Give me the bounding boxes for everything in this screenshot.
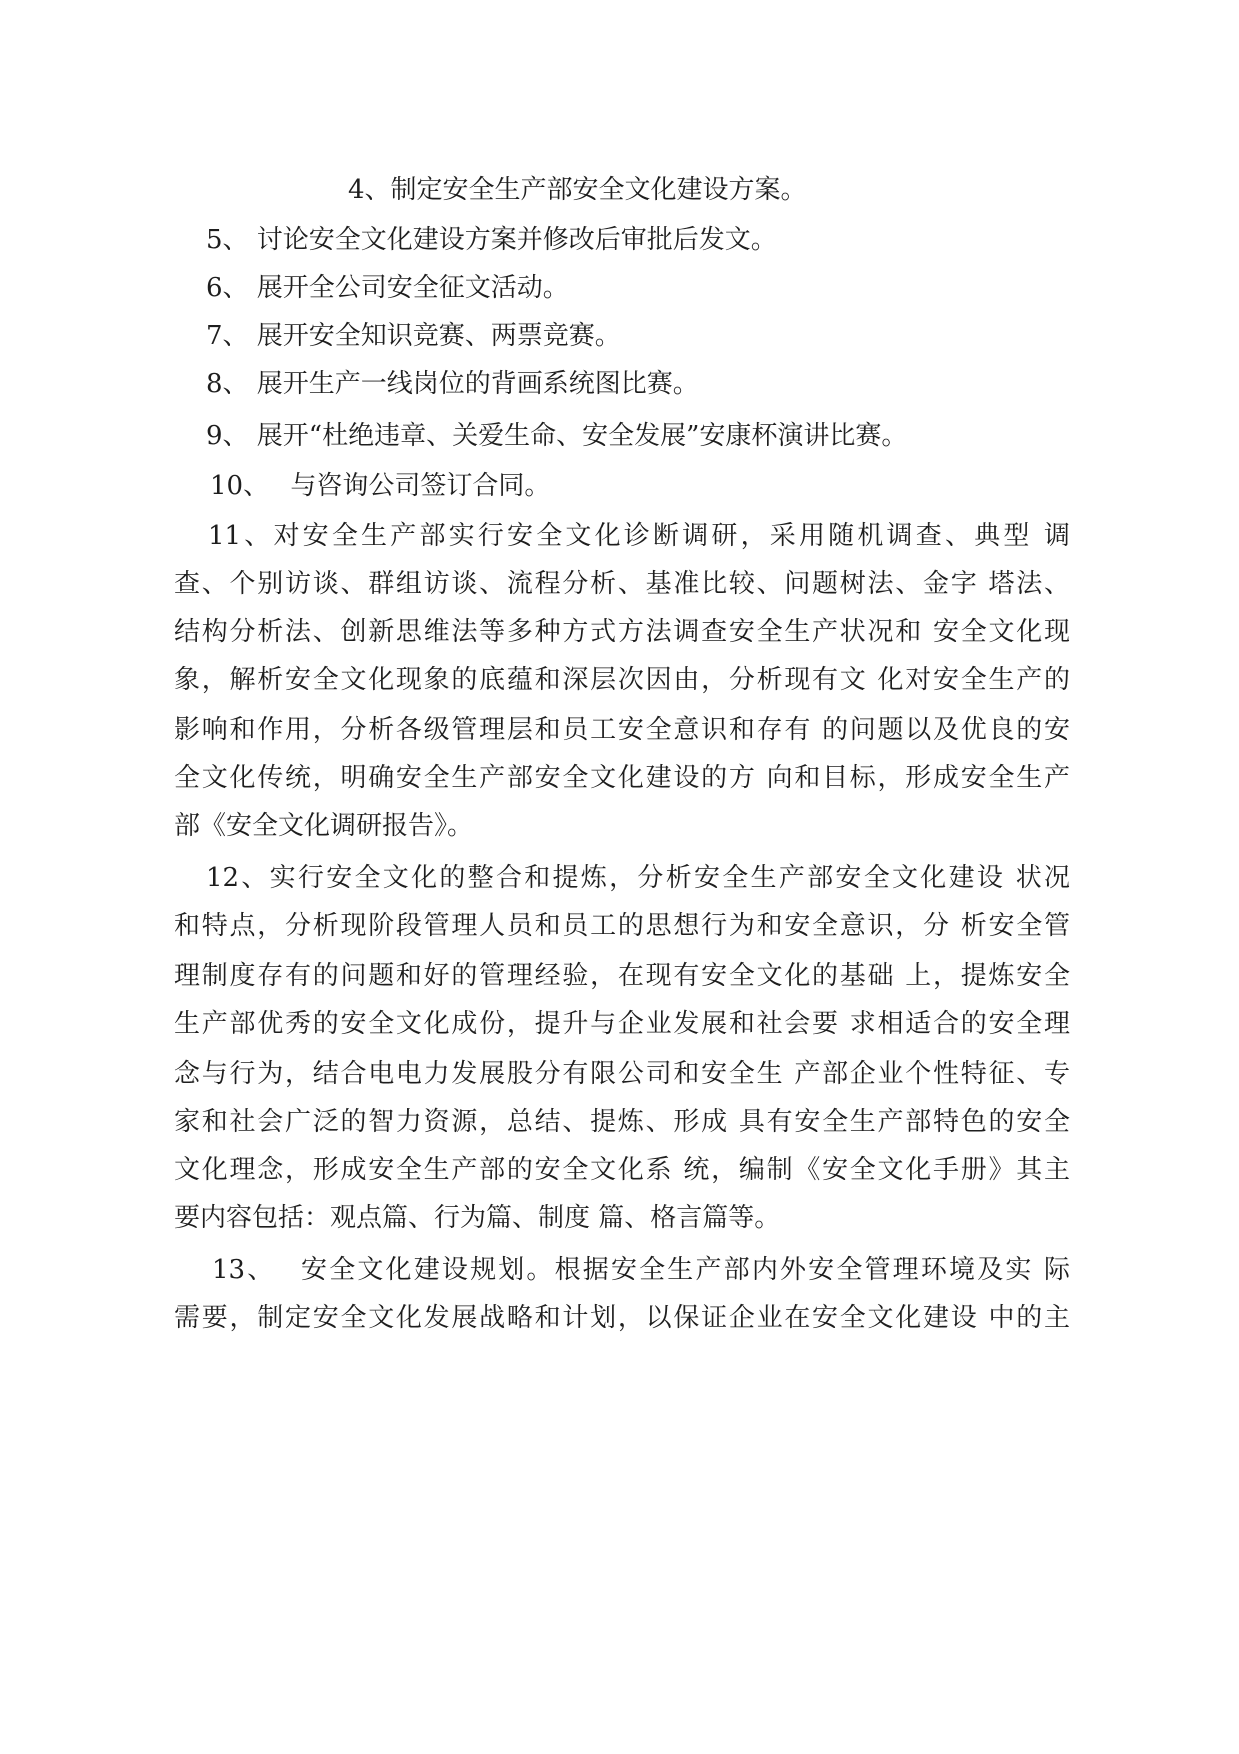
item-11-line-2: 查、个别访谈、群组访谈、流程分析、基准比较、问题树法、金字 塔法、	[174, 569, 1070, 599]
item-12-line-6: 家和社会广泛的智力资源，总结、提炼、形成 具有安全生产部特色的安全	[174, 1107, 1070, 1137]
item-11-line-3: 结构分析法、创新思维法等多种方式方法调查安全生产状况和 安全文化现	[174, 617, 1070, 647]
item-12-line-8: 要内容包括：观点篇、行为篇、制度 篇、格言篇等。	[174, 1203, 781, 1233]
item-13-line-2: 需要，制定安全文化发展战略和计划，以保证企业在安全文化建设 中的主	[174, 1303, 1070, 1333]
item-11-line-4: 象，解析安全文化现象的底蕴和深层次因由，分析现有文 化对安全生产的	[174, 665, 1070, 695]
item-6-line-1: 6、 展开全公司安全征文活动。	[206, 273, 569, 303]
item-12-line-1: 12、实行安全文化的整合和提炼，分析安全生产部安全文化建设 状况	[206, 863, 1070, 893]
item-12-line-4: 生产部优秀的安全文化成份，提升与企业发展和社会要 求相适合的安全理	[174, 1009, 1070, 1039]
item-12-line-5: 念与行为，结合电电力发展股分有限公司和安全生 产部企业个性特征、专	[174, 1059, 1070, 1089]
item-10-line-1: 10、 与咨询公司签订合同。	[210, 471, 551, 501]
item-9-line-1: 9、 展开“杜绝违章、关爱生命、安全发展”安康杯演讲比赛。	[206, 421, 908, 451]
item-12-line-7: 文化理念，形成安全生产部的安全文化系 统，编制《安全文化手册》其主	[174, 1155, 1070, 1185]
item-11-line-5: 影响和作用，分析各级管理层和员工安全意识和存有 的问题以及优良的安	[174, 715, 1070, 745]
item-13-line-1: 13、 安全文化建设规划。根据安全生产部内外安全管理环境及实 际	[212, 1255, 1070, 1285]
item-12-line-2: 和特点，分析现阶段管理人员和员工的思想行为和安全意识，分 析安全管	[174, 911, 1070, 941]
item-12-line-3: 理制度存有的问题和好的管理经验，在现有安全文化的基础 上，提炼安全	[174, 961, 1070, 991]
item-11-line-1: 11、对安全生产部实行安全文化诊断调研，采用随机调查、典型 调	[208, 521, 1070, 551]
item-8-line-1: 8、 展开生产一线岗位的背画系统图比赛。	[206, 369, 699, 399]
item-5-line-1: 5、 讨论安全文化建设方案并修改后审批后发文。	[206, 225, 777, 255]
item-4-line-1: 4、制定安全生产部安全文化建设方案。	[348, 175, 807, 205]
item-11-line-7: 部《安全文化调研报告》。	[174, 811, 474, 841]
item-7-line-1: 7、 展开安全知识竞赛、两票竞赛。	[206, 321, 621, 351]
item-11-line-6: 全文化传统，明确安全生产部安全文化建设的方 向和目标，形成安全生产	[174, 763, 1070, 793]
